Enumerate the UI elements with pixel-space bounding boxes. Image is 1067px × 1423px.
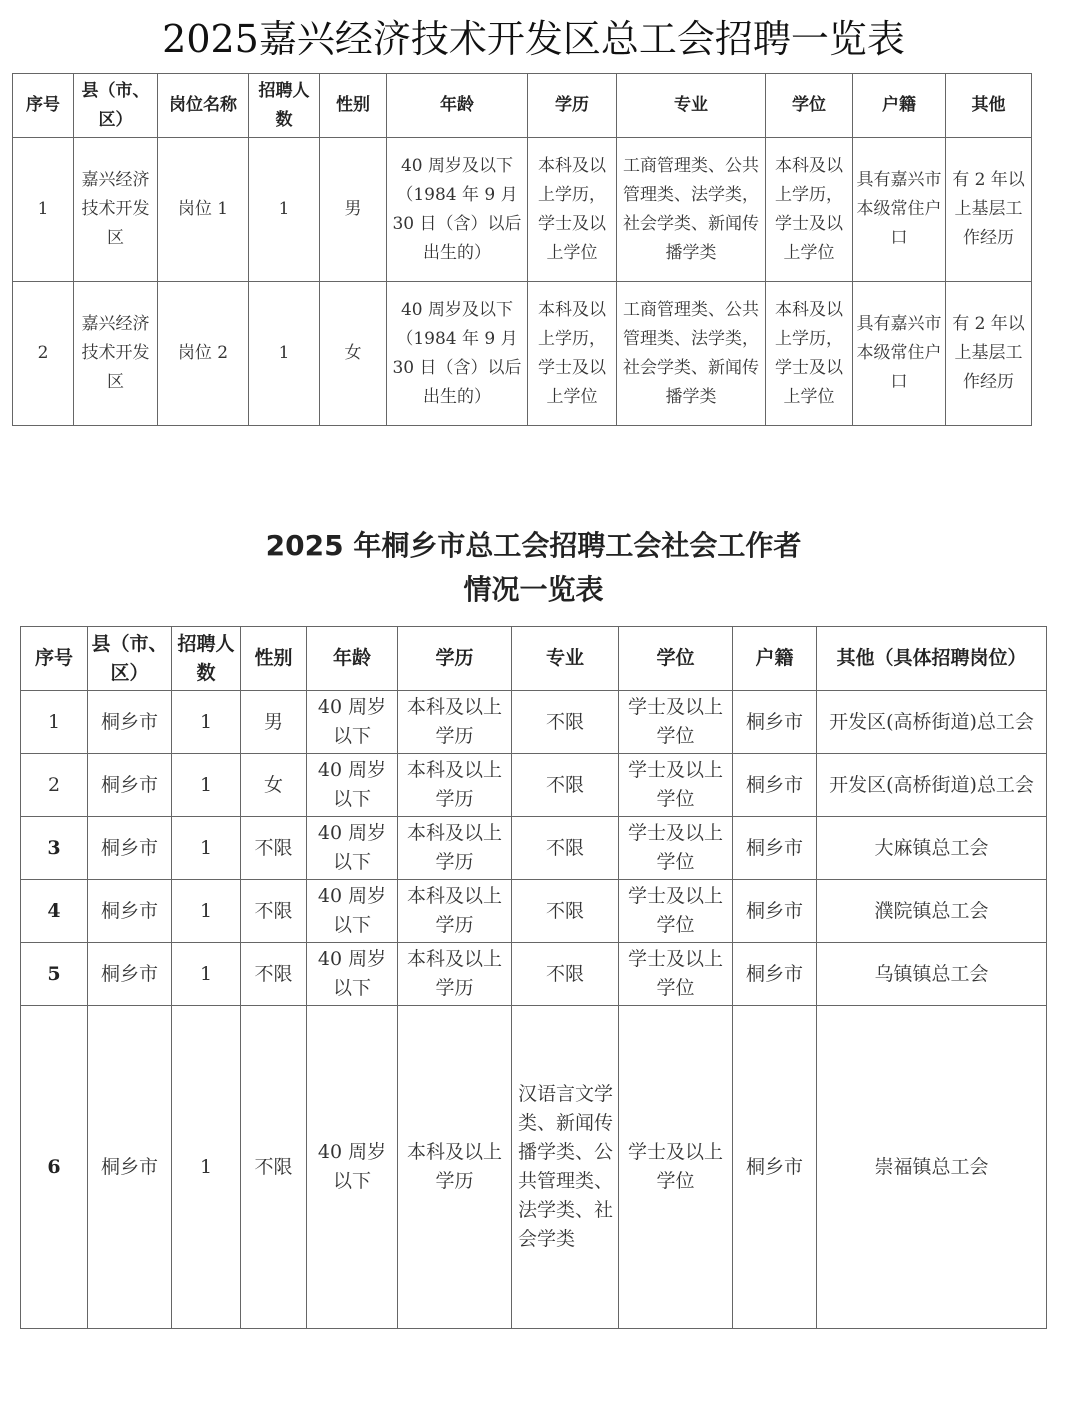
table-cell: 4 bbox=[21, 880, 88, 943]
table-cell: 桐乡市 bbox=[733, 1006, 817, 1329]
header-cell: 专业 bbox=[617, 74, 766, 138]
header-cell: 性别 bbox=[241, 627, 307, 691]
table-cell: 女 bbox=[320, 282, 387, 426]
table-cell: 本科及以上学历，学士及以上学位 bbox=[766, 282, 853, 426]
header-cell: 学历 bbox=[528, 74, 617, 138]
table-cell: 学士及以上学位 bbox=[619, 754, 733, 817]
header-cell: 其他 bbox=[946, 74, 1032, 138]
table-row bbox=[21, 880, 1047, 943]
table-cell: 本科及以上学历 bbox=[398, 691, 512, 754]
table-cell: 桐乡市 bbox=[733, 880, 817, 943]
table-cell: 不限 bbox=[241, 943, 307, 1006]
table-cell: 2 bbox=[13, 282, 74, 426]
table-cell: 本科及以上学历 bbox=[398, 817, 512, 880]
table-row bbox=[21, 1006, 1047, 1329]
table-cell: 不限 bbox=[512, 691, 619, 754]
table-cell: 不限 bbox=[241, 880, 307, 943]
header-cell: 县（市、区） bbox=[88, 627, 172, 691]
table-cell: 40 周岁以下 bbox=[307, 754, 398, 817]
table-cell: 工商管理类、公共管理类、法学类，社会学类、新闻传播学类 bbox=[617, 138, 766, 282]
table-cell: 1 bbox=[172, 691, 241, 754]
header-cell: 学位 bbox=[766, 74, 853, 138]
table-cell: 学士及以上学位 bbox=[619, 817, 733, 880]
table-cell: 5 bbox=[21, 943, 88, 1006]
header-cell: 招聘人数 bbox=[249, 74, 320, 138]
table-cell: 本科及以上学历 bbox=[398, 880, 512, 943]
table-cell: 1 bbox=[172, 880, 241, 943]
table-cell: 2 bbox=[21, 754, 88, 817]
table-cell: 40 周岁以下 bbox=[307, 943, 398, 1006]
header-cell: 学位 bbox=[619, 627, 733, 691]
table-cell: 濮院镇总工会 bbox=[817, 880, 1047, 943]
section-title bbox=[0, 524, 1067, 612]
table-cell: 1 bbox=[13, 138, 74, 282]
table-row bbox=[13, 138, 1032, 282]
table-cell: 3 bbox=[21, 817, 88, 880]
table-cell: 40 周岁以下 bbox=[307, 817, 398, 880]
table-cell: 岗位 2 bbox=[158, 282, 249, 426]
table-cell: 工商管理类、公共管理类、法学类，社会学类、新闻传播学类 bbox=[617, 282, 766, 426]
table-cell: 6 bbox=[21, 1006, 88, 1329]
header-cell: 专业 bbox=[512, 627, 619, 691]
table-cell: 汉语言文学类、新闻传播学类、公共管理类、法学类、社会学类 bbox=[512, 1006, 619, 1329]
table-cell: 学士及以上学位 bbox=[619, 943, 733, 1006]
header-cell: 性别 bbox=[320, 74, 387, 138]
table-cell: 具有嘉兴市本级常住户口 bbox=[853, 138, 946, 282]
table-cell: 本科及以上学历 bbox=[398, 943, 512, 1006]
table-cell: 桐乡市 bbox=[733, 817, 817, 880]
table-cell: 本科及以上学历，学士及以上学位 bbox=[766, 138, 853, 282]
header-cell: 县（市、区） bbox=[74, 74, 158, 138]
table-cell: 桐乡市 bbox=[88, 817, 172, 880]
section-title-line1: 2025 年桐乡市总工会招聘工会社会工作者 bbox=[265, 529, 802, 562]
page-title: 2025嘉兴经济技术开发区总工会招聘一览表 bbox=[162, 17, 905, 61]
header-cell: 序号 bbox=[13, 74, 74, 138]
table-row bbox=[21, 754, 1047, 817]
table-cell: 40 周岁及以下（1984 年 9 月 30 日（含）以后出生的） bbox=[387, 138, 528, 282]
header-cell: 户籍 bbox=[853, 74, 946, 138]
table-cell: 桐乡市 bbox=[88, 943, 172, 1006]
table-cell: 1 bbox=[249, 282, 320, 426]
table-cell: 本科及以上学历，学士及以上学位 bbox=[528, 138, 617, 282]
table-row bbox=[21, 817, 1047, 880]
table-cell: 1 bbox=[172, 1006, 241, 1329]
header-cell: 年龄 bbox=[307, 627, 398, 691]
table-cell: 桐乡市 bbox=[88, 1006, 172, 1329]
table-cell: 1 bbox=[172, 754, 241, 817]
table-cell: 女 bbox=[241, 754, 307, 817]
table-cell: 男 bbox=[241, 691, 307, 754]
section-title-line2: 情况一览表 bbox=[463, 573, 604, 606]
table-cell: 桐乡市 bbox=[88, 691, 172, 754]
recruitment-table-tongxiang bbox=[20, 626, 1047, 1329]
table-cell: 桐乡市 bbox=[733, 943, 817, 1006]
table-cell: 有 2 年以上基层工作经历 bbox=[946, 282, 1032, 426]
table-cell: 桐乡市 bbox=[733, 691, 817, 754]
table-cell: 40 周岁以下 bbox=[307, 691, 398, 754]
table-cell: 岗位 1 bbox=[158, 138, 249, 282]
table-cell: 40 周岁以下 bbox=[307, 880, 398, 943]
table-cell: 桐乡市 bbox=[733, 754, 817, 817]
recruitment-table-jiaxing bbox=[12, 73, 1032, 426]
table-cell: 本科及以上学历，学士及以上学位 bbox=[528, 282, 617, 426]
header-cell: 学历 bbox=[398, 627, 512, 691]
table-cell: 桐乡市 bbox=[88, 880, 172, 943]
table-cell: 40 周岁及以下（1984 年 9 月 30 日（含）以后出生的） bbox=[387, 282, 528, 426]
table-cell: 嘉兴经济技术开发区 bbox=[74, 138, 158, 282]
header-cell: 岗位名称 bbox=[158, 74, 249, 138]
table-cell: 学士及以上学位 bbox=[619, 691, 733, 754]
table-cell: 1 bbox=[21, 691, 88, 754]
table-cell: 1 bbox=[249, 138, 320, 282]
table-row bbox=[21, 943, 1047, 1006]
table-cell: 40 周岁以下 bbox=[307, 1006, 398, 1329]
header-cell: 户籍 bbox=[733, 627, 817, 691]
table-header-row bbox=[13, 74, 1032, 138]
header-cell: 其他（具体招聘岗位） bbox=[817, 627, 1047, 691]
table-cell: 不限 bbox=[512, 880, 619, 943]
table-cell: 不限 bbox=[512, 754, 619, 817]
table-cell: 1 bbox=[172, 817, 241, 880]
table-row bbox=[21, 691, 1047, 754]
table-cell: 大麻镇总工会 bbox=[817, 817, 1047, 880]
table-cell: 学士及以上学位 bbox=[619, 1006, 733, 1329]
table-cell: 不限 bbox=[241, 1006, 307, 1329]
table-cell: 学士及以上学位 bbox=[619, 880, 733, 943]
table-cell: 崇福镇总工会 bbox=[817, 1006, 1047, 1329]
header-cell: 招聘人数 bbox=[172, 627, 241, 691]
table-cell: 不限 bbox=[241, 817, 307, 880]
table-cell: 开发区(高桥街道)总工会 bbox=[817, 754, 1047, 817]
table-cell: 1 bbox=[172, 943, 241, 1006]
table-cell: 不限 bbox=[512, 943, 619, 1006]
table-cell: 本科及以上学历 bbox=[398, 754, 512, 817]
table-cell: 嘉兴经济技术开发区 bbox=[74, 282, 158, 426]
header-cell: 序号 bbox=[21, 627, 88, 691]
table-cell: 开发区(高桥街道)总工会 bbox=[817, 691, 1047, 754]
table-cell: 本科及以上学历 bbox=[398, 1006, 512, 1329]
header-cell: 年龄 bbox=[387, 74, 528, 138]
table-cell: 男 bbox=[320, 138, 387, 282]
table-cell: 具有嘉兴市本级常住户口 bbox=[853, 282, 946, 426]
table-cell: 不限 bbox=[512, 817, 619, 880]
table-cell: 乌镇镇总工会 bbox=[817, 943, 1047, 1006]
table-row bbox=[13, 282, 1032, 426]
table-header-row bbox=[21, 627, 1047, 691]
table-cell: 有 2 年以上基层工作经历 bbox=[946, 138, 1032, 282]
table-cell: 桐乡市 bbox=[88, 754, 172, 817]
